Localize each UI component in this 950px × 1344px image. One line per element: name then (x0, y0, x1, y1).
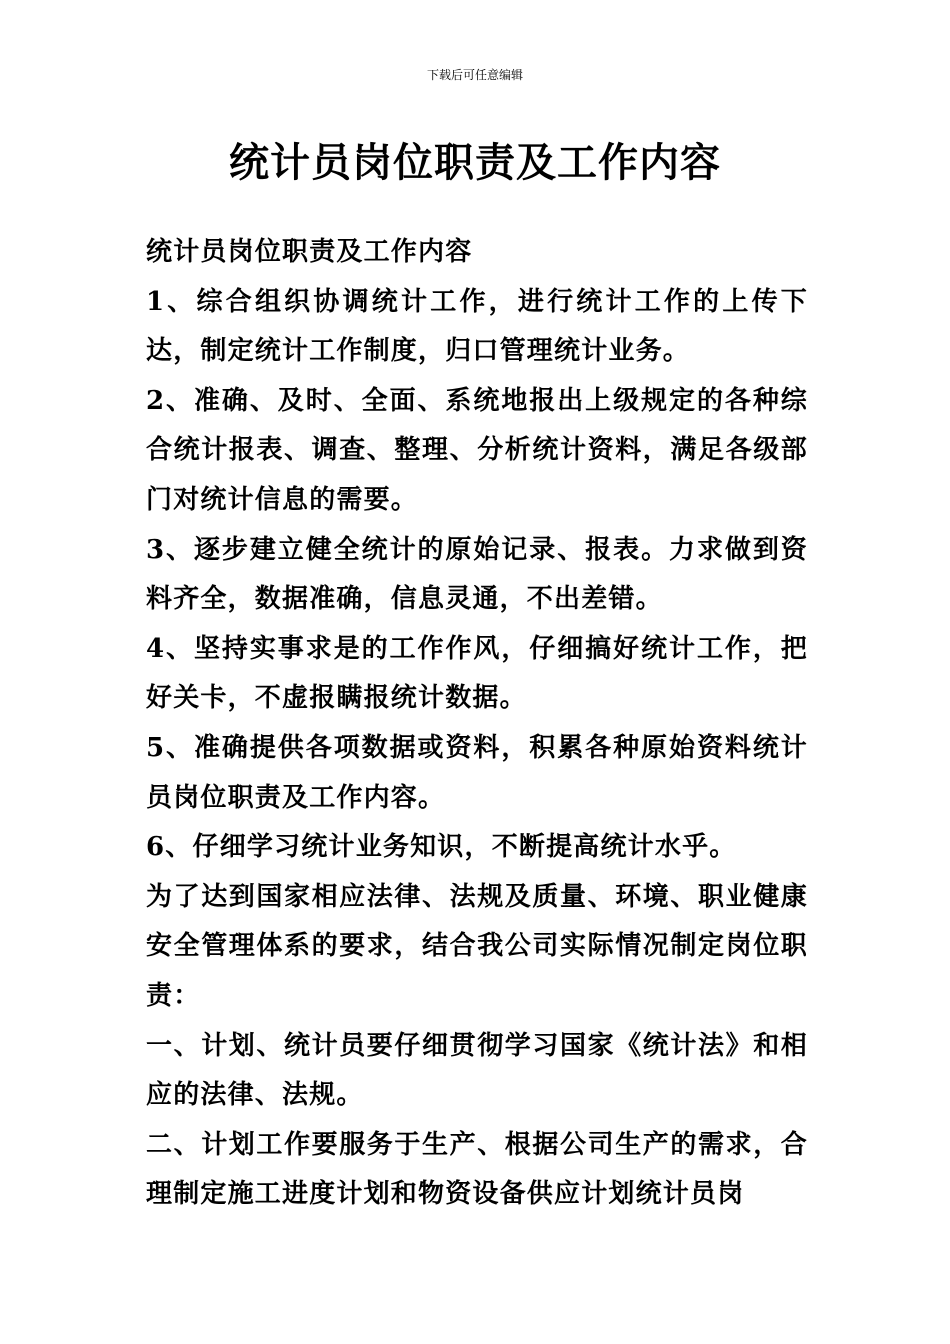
header-note: 下载后可任意编辑 (426, 68, 523, 82)
paragraph-subtitle: 统计员岗位职责及工作内容 (146, 237, 473, 267)
paragraph-item-5: 5、准确提供各项数据或资料，积累各种原始资料统计员岗位职责及工作内容。 (146, 732, 808, 813)
paragraph-item-3: 3、逐步建立健全统计的原始记录、报表。力求做到资料齐全，数据准确，信息灵通，不出差错。 (146, 534, 808, 615)
paragraph-item-6: 6、仔细学习统计业务知识，不断提高统计水乎。 (146, 832, 737, 863)
paragraph-item-4: 4、坚持实事求是的工作作风，仔细搞好统计工作，把好关卡，不虚报瞒报统计数据。 (146, 633, 808, 714)
paragraph-section-2: 二、计划工作要服务于生产、根据公司生产的需求，合理制定施工进度计划和物资设备供应计划统计员岗 (146, 1129, 808, 1210)
document-title: 统计员岗位职责及工作内容 (229, 139, 721, 186)
document-body (146, 228, 808, 1220)
paragraph-intro: 为了达到国家相应法律、法规及质量、环境、职业健康安全管理体系的要求，结合我公司实际情况制定岗位职责： (146, 881, 808, 1011)
paragraph-section-1: 一、计划、统计员要仔细贯彻学习国家《统计法》和相应的法律、法规。 (146, 1030, 808, 1111)
paragraph-item-1: 1、综合组织协调统计工作，进行统计工作的上传下达，制定统计工作制度，归口管理统计业务。 (146, 286, 808, 367)
paragraph-item-2: 2、准确、及时、全面、系统地报出上级规定的各种综合统计报表、调查、整理、分析统计资料，满足各级部门对统计信息的需要。 (146, 385, 808, 515)
